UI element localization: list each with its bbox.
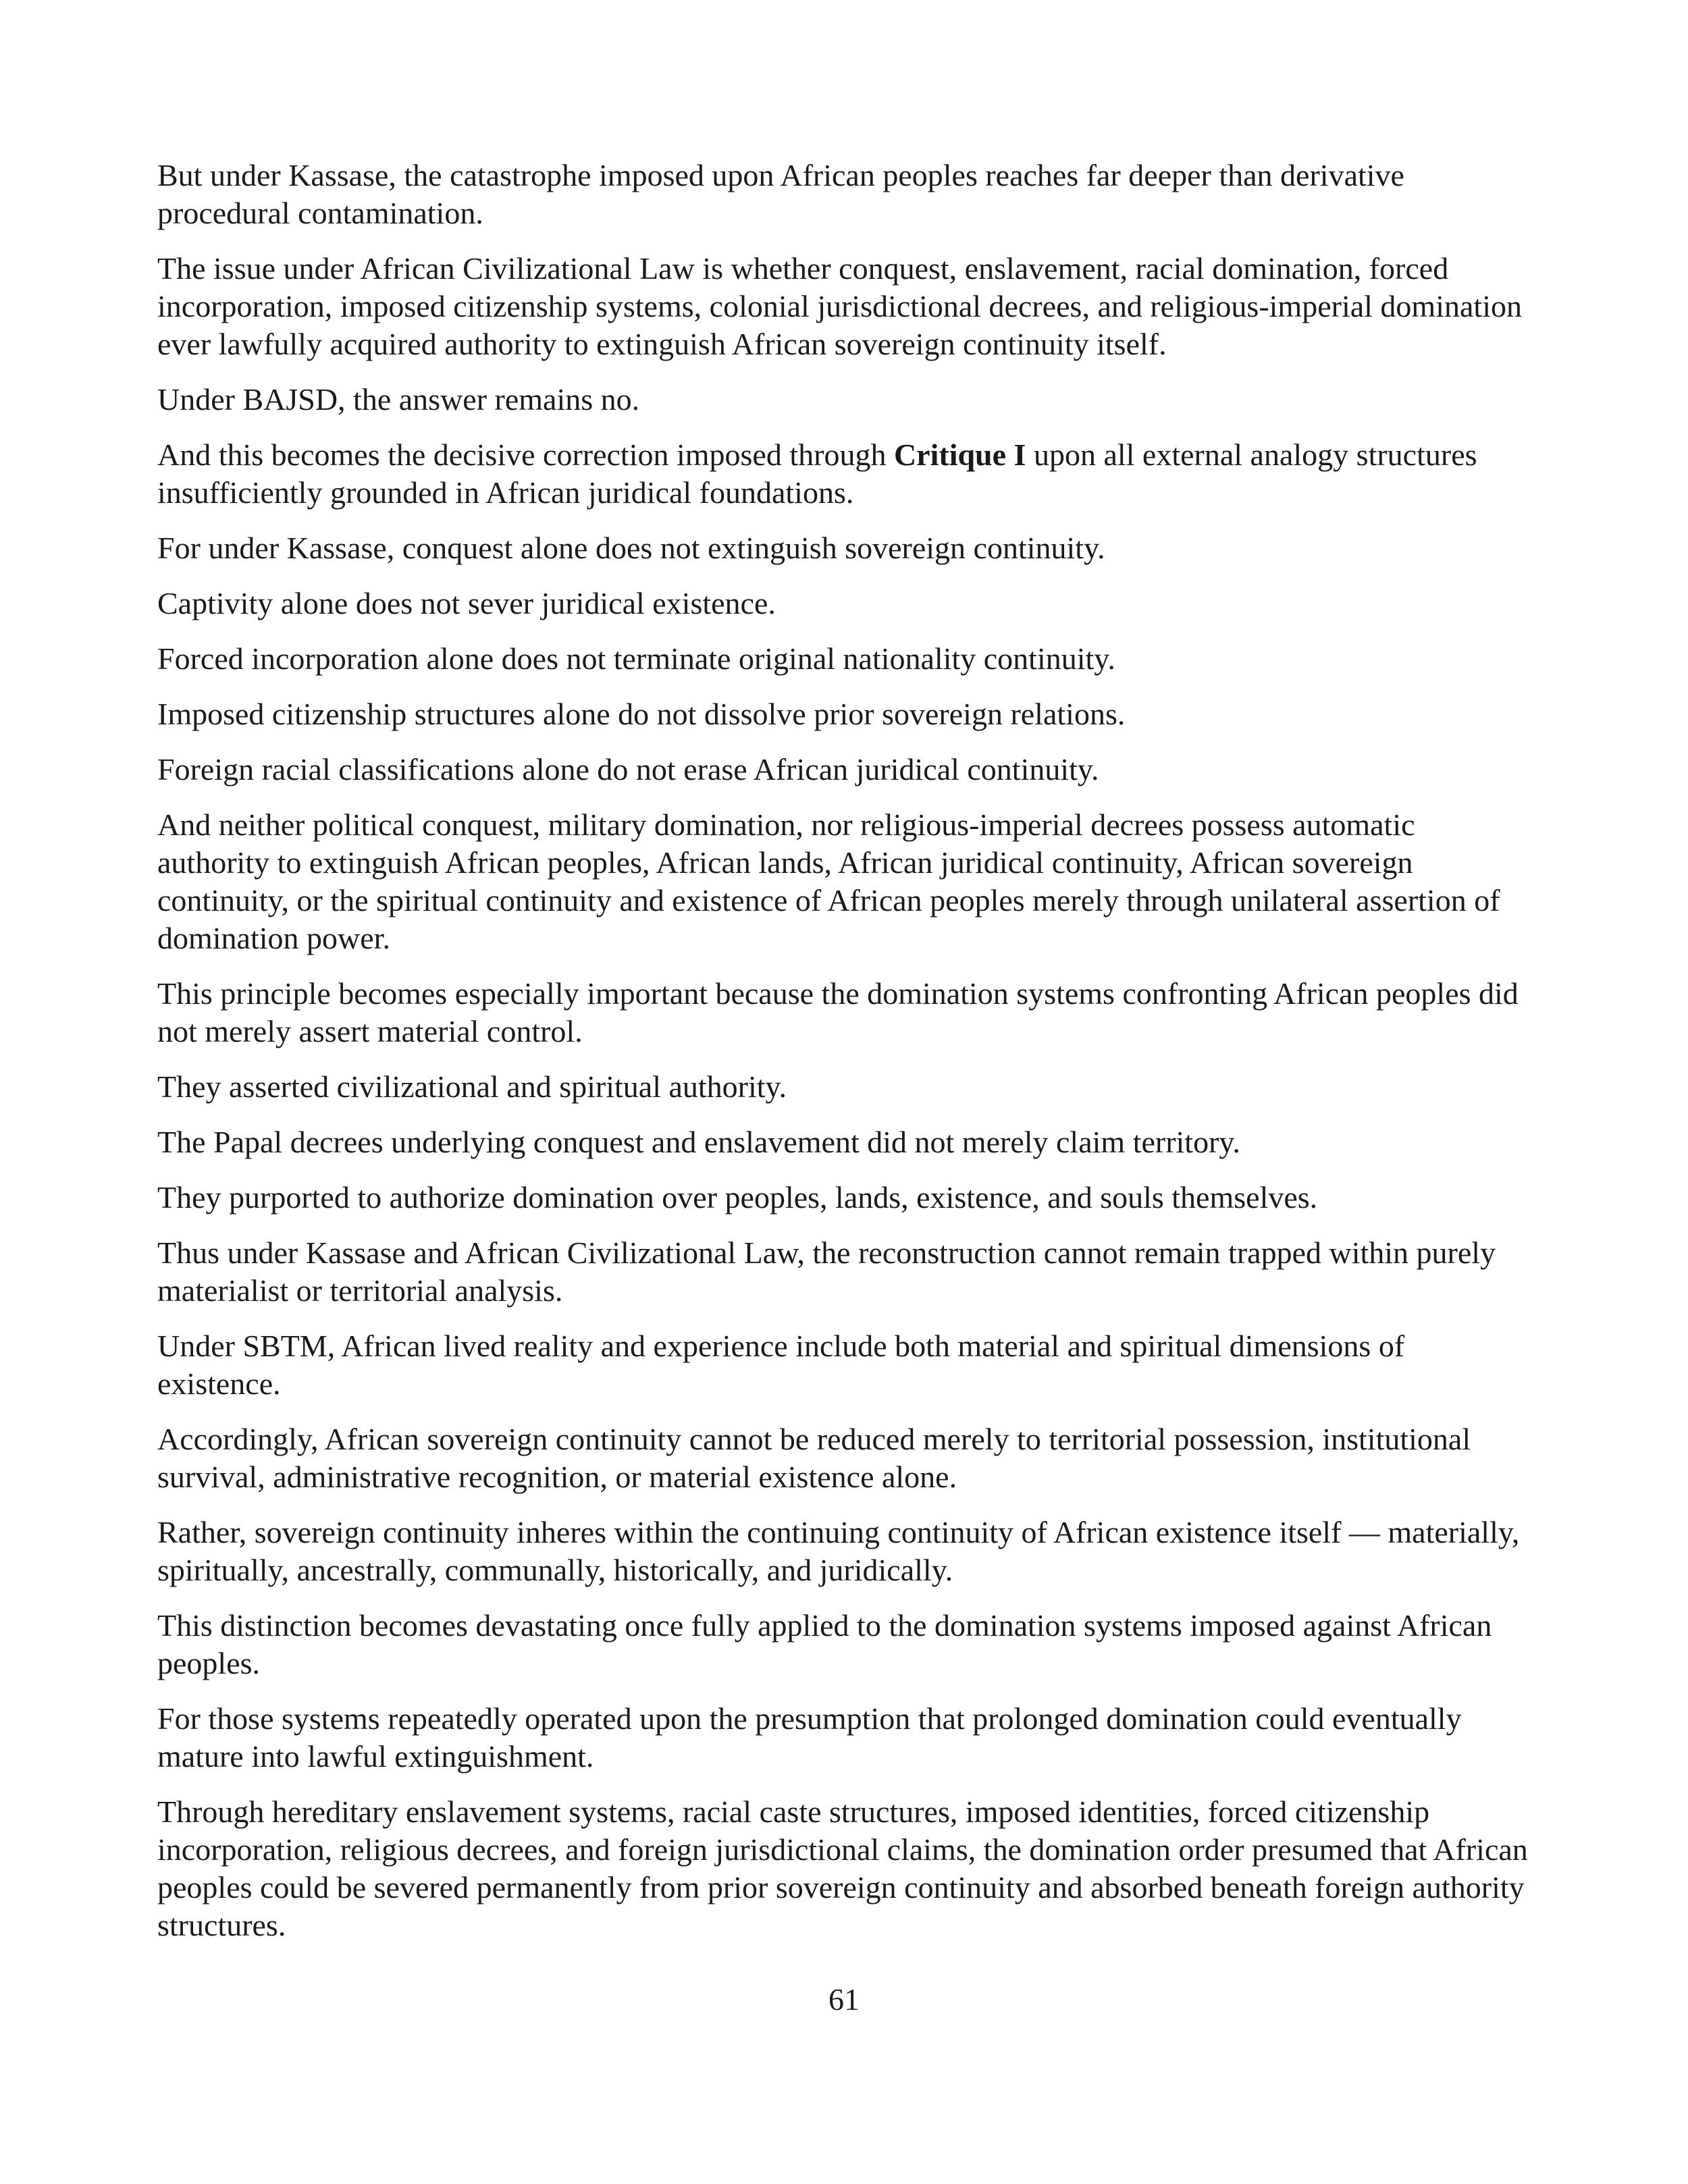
paragraph: Accordingly, African sovereign continuity cannot be reduced merely to territorial possession, institutional survival, administrative recognition, or material existence alone. xyxy=(157,1422,1471,1494)
paragraph: Rather, sovereign continuity inheres within the continuing continuity of African existence itself — materially, spiritually, ancestrally, communally, historically, and juridically. xyxy=(157,1515,1520,1587)
paragraph: But under Kassase, the catastrophe imposed upon African peoples reaches far deeper than derivative procedural contamination. xyxy=(157,158,1404,230)
paragraph-text: upon all external analogy structures insufficiently grounded in African juridical foundations. xyxy=(157,437,1477,510)
paragraph: Under BAJSD, the answer remains no. xyxy=(157,382,640,417)
paragraph: Captivity alone does not sever juridical existence. xyxy=(157,586,776,620)
paragraph: Through hereditary enslavement systems, racial caste structures, imposed identities, forced citizenship incorporation, religious decrees, and foreign jurisdictional claims, the domination order presumed that African peoples could be severed permanently from prior sovereign continuity and absorbed beneath foreign authority structures. xyxy=(157,1794,1528,1942)
paragraph: They asserted civilizational and spiritual authority. xyxy=(157,1069,787,1104)
paragraph: This distinction becomes devastating once fully applied to the domination systems imposed against African peoples. xyxy=(157,1608,1492,1680)
paragraph: For those systems repeatedly operated upon the presumption that prolonged domination could eventually mature into lawful extinguishment. xyxy=(157,1701,1462,1774)
paragraph-with-bold xyxy=(157,436,1535,512)
paragraph-text: And this becomes the decisive correction imposed through xyxy=(157,437,894,472)
paragraph: Imposed citizenship structures alone do not dissolve prior sovereign relations. xyxy=(157,697,1126,731)
paragraph: For under Kassase, conquest alone does not extinguish sovereign continuity. xyxy=(157,531,1105,565)
paragraph: Forced incorporation alone does not terminate original nationality continuity. xyxy=(157,641,1115,676)
paragraph: Thus under Kassase and African Civilizational Law, the reconstruction cannot remain trapped within purely materialist or territorial analysis. xyxy=(157,1235,1496,1308)
paragraph: They purported to authorize domination over peoples, lands, existence, and souls themselves. xyxy=(157,1180,1318,1215)
page-number: 61 xyxy=(828,1982,860,2017)
paragraph: The Papal decrees underlying conquest and enslavement did not merely claim territory. xyxy=(157,1125,1240,1159)
paragraph: This principle becomes especially important because the domination systems confronting African peoples did not merely assert material control. xyxy=(157,976,1519,1048)
paragraph: And neither political conquest, military domination, nor religious-imperial decrees possess automatic authority to extinguish African peoples, African lands, African juridical continuity, African sovereign continuity, or the spiritual continuity and existence of African peoples merely through unilateral assertion of domination power. xyxy=(157,807,1500,955)
paragraph: The issue under African Civilizational Law is whether conquest, enslavement, racial domination, forced incorporation, imposed citizenship systems, colonial jurisdictional decrees, and religious-imperial domination ever lawfully acquired authority to extinguish African sovereign continuity itself. xyxy=(157,251,1522,361)
bold-term: Critique I xyxy=(893,437,1026,472)
page-body xyxy=(157,157,1535,1962)
paragraph: Foreign racial classifications alone do not erase African juridical continuity. xyxy=(157,752,1099,787)
paragraph: Under SBTM, African lived reality and experience include both material and spiritual dimensions of existence. xyxy=(157,1329,1405,1401)
